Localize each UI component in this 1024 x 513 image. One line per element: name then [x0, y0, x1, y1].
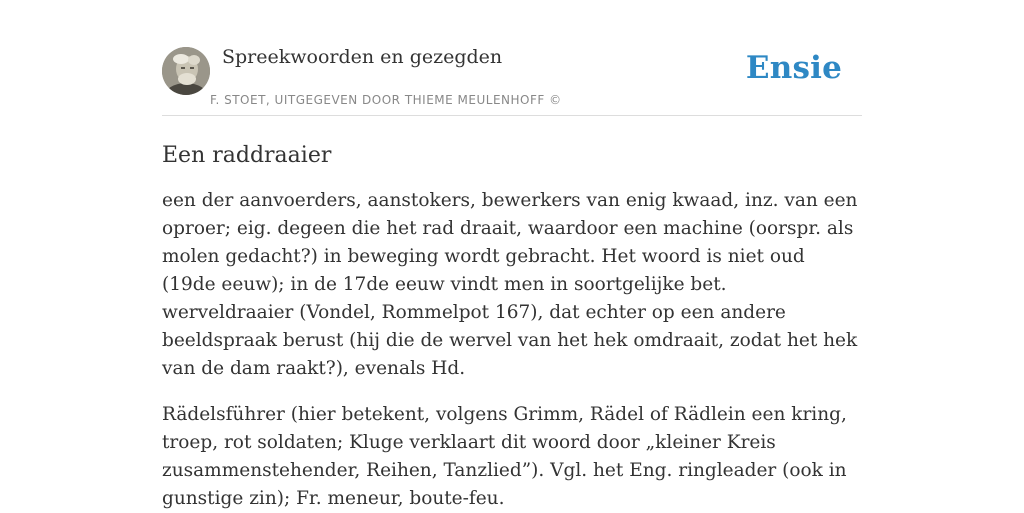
entry-card: [162, 46, 862, 513]
entry-paragraph-2: Rädelsführer (hier betekent, volgens Grimm, Rädel of Rädlein een kring, troep, rot soldaten; Kluge verklaart dit woord door „kleiner Kreis zusammenstehender, Reihen, Tanzlied”). Vgl. het Eng. ringleader (ook in gunstige zin); Fr. meneur, boute-feu.: [162, 404, 847, 509]
entry-title: Een raddraaier: [162, 143, 332, 168]
ensie-logo[interactable]: Ensie: [745, 50, 842, 86]
attribution: F. STOET, UITGEGEVEN DOOR THIEME MEULENHOFF ©: [210, 93, 562, 107]
book-title[interactable]: Spreekwoorden en gezegden: [222, 46, 503, 68]
entry-paragraph-1: een der aanvoerders, aanstokers, bewerkers van enig kwaad, inz. van een oproer; eig. degeen die het rad draait, waardoor een machine (oorspr. als molen gedacht?) in beweging wordt gebracht. Het woord is niet oud (19de eeuw); in de 17de eeuw vindt men in soortgelijke bet. werveldraaier (Vondel, Rommelpot 167), dat echter op een andere beeldspraak berust (hij die de wervel van het hek omdraait, zodat het hek van de dam raakt?), evenals Hd.: [162, 190, 858, 379]
author-portrait-icon[interactable]: [162, 47, 210, 95]
entry-header: [162, 46, 862, 116]
